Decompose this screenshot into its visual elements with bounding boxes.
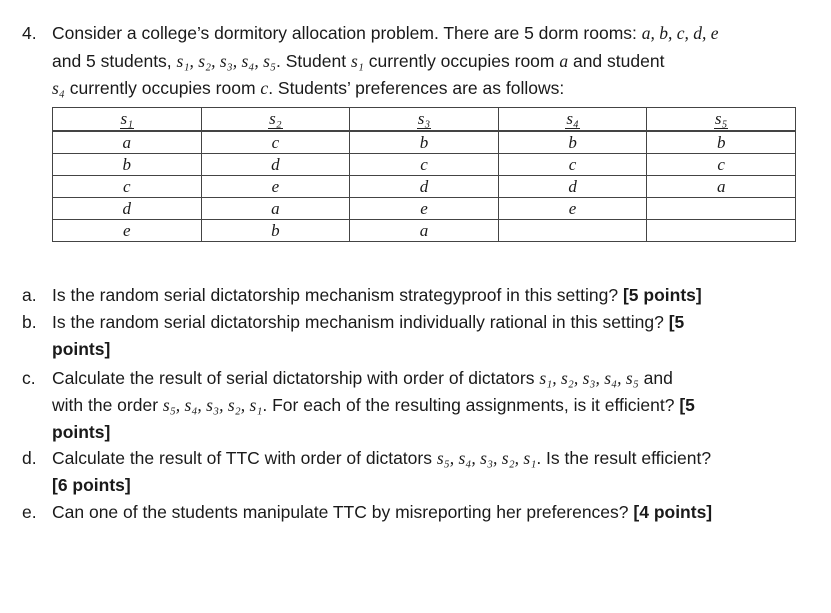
item-d-cont: [52, 474, 131, 496]
table-cell: d: [498, 176, 647, 198]
header-s4: s₄: [498, 108, 647, 132]
item-e: e. Can one of the students manipulate TTC by misreporting her preferences? [4 points]: [22, 502, 713, 522]
table-row: [53, 154, 796, 176]
question-line-3: s₄ currently occupies room c. Students’ preferences are as follows:: [52, 78, 565, 98]
item-d: d. Calculate the result of TTC with order of dictators s₅, s₄, s₃, s₂, s₁. Is the result efficient?: [22, 448, 712, 468]
table-row: [53, 176, 796, 198]
table-cell: a: [53, 131, 202, 154]
item-c-cont-2: [52, 421, 110, 443]
points-b: points]: [52, 339, 111, 359]
table-cell: c: [350, 154, 499, 176]
table-cell: c: [201, 131, 350, 154]
item-c: c. Calculate the result of serial dictatorship with order of dictators s₁, s₂, s₃, s₄, s₅ and: [22, 368, 673, 388]
ttc-order: s₅, s₄, s₃, s₂, s₁: [436, 448, 537, 468]
table-cell: c: [498, 154, 647, 176]
table-cell: d: [201, 154, 350, 176]
table-cell: d: [350, 176, 499, 198]
table-cell: a: [201, 198, 350, 220]
table-cell: a: [350, 220, 499, 242]
header-s5: s₅: [647, 108, 796, 132]
table-cell: [647, 198, 796, 220]
header-s1: s₁: [53, 108, 202, 132]
points-e: [4 points]: [633, 502, 713, 522]
students-list: s₁, s₂, s₃, s₄, s₅: [176, 51, 277, 71]
table-cell: e: [53, 220, 202, 242]
item-b: b. Is the random serial dictatorship mechanism individually rational in this setting? [5: [22, 312, 685, 332]
header-s2: s₂: [201, 108, 350, 132]
table-cell: a: [647, 176, 796, 198]
table-cell: [647, 220, 796, 242]
header-s3: s₃: [350, 108, 499, 132]
question-number: 4.: [22, 23, 37, 43]
table-row: [53, 198, 796, 220]
item-a: a. Is the random serial dictatorship mechanism strategyproof in this setting? [5 points]: [22, 285, 702, 305]
table-header-row: [53, 108, 796, 132]
table-cell: d: [53, 198, 202, 220]
table-row: [53, 131, 796, 154]
table-cell: b: [201, 220, 350, 242]
item-b-cont: [52, 338, 110, 360]
table-cell: b: [350, 131, 499, 154]
dictator-order-1: s₁, s₂, s₃, s₄, s₅: [539, 368, 639, 388]
item-c-cont: with the order s₅, s₄, s₃, s₂, s₁. For each of the resulting assignments, is it efficient? [5: [52, 395, 695, 415]
points-a: [5 points]: [622, 285, 702, 305]
table-cell: e: [498, 198, 647, 220]
table-cell: c: [53, 176, 202, 198]
table-cell: [498, 220, 647, 242]
rooms-list: a, b, c, d, e: [641, 23, 719, 43]
table-cell: c: [647, 154, 796, 176]
preferences-table: [52, 107, 796, 242]
table-cell: e: [201, 176, 350, 198]
table-cell: b: [498, 131, 647, 154]
table-row: [53, 220, 796, 242]
question-line-2: and 5 students, s₁, s₂, s₃, s₄, s₅. Student s₁ currently occupies room a and student: [52, 51, 665, 71]
points-c: points]: [52, 422, 111, 442]
dictator-order-2: s₅, s₄, s₃, s₂, s₁: [162, 395, 263, 415]
table-cell: b: [647, 131, 796, 154]
question-line-1: 4. Consider a college’s dormitory allocation problem. There are 5 dorm rooms: a, b, c, d, e: [22, 23, 719, 43]
points-d: [6 points]: [52, 475, 131, 495]
table-cell: b: [53, 154, 202, 176]
table-cell: e: [350, 198, 499, 220]
